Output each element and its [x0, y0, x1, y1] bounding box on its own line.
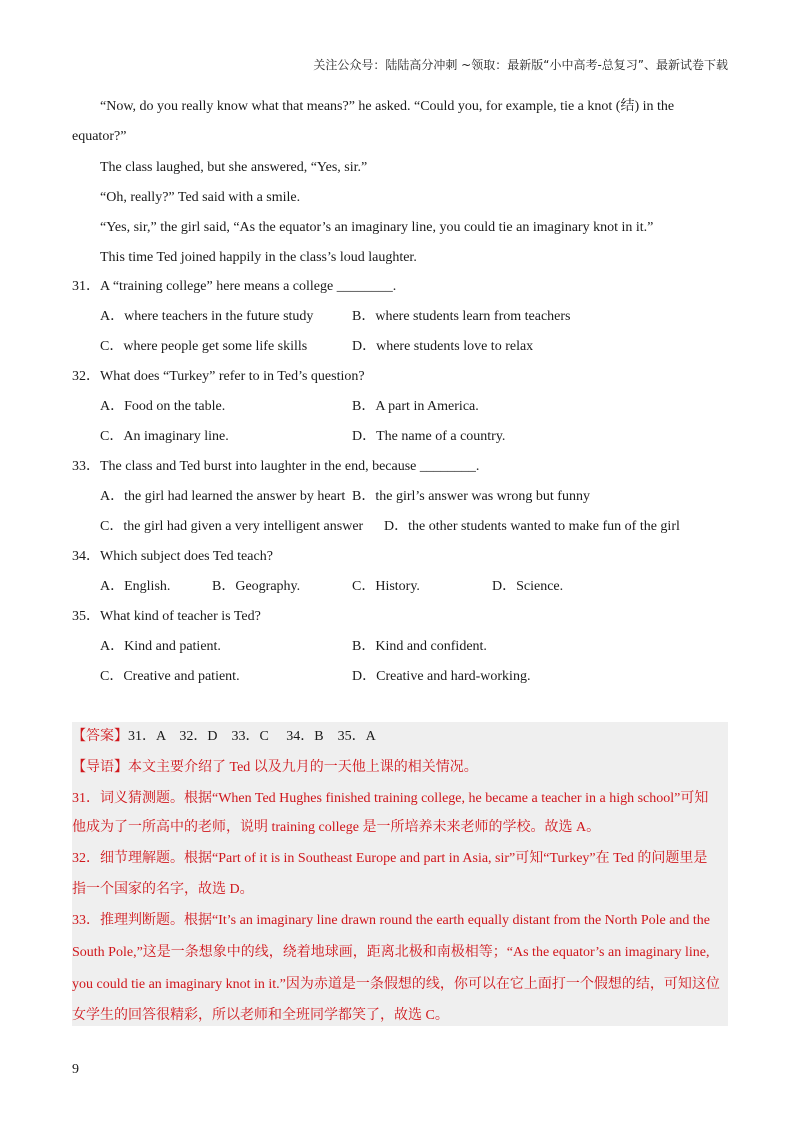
passage-paragraph-1: “Now, do you really know what that means?” he asked. “Could you, for example, tie a knot (结) in the equator?” — [72, 99, 675, 144]
page-header: 关注公众号：陆陆高分冲刺 ~领取：最新版“小中高考-总复习”、最新试卷下载 — [313, 58, 728, 72]
question-35-stem: 35．What kind of teacher is Ted? — [72, 609, 261, 624]
question-35-option-a: A．Kind and patient. — [100, 639, 221, 654]
question-35-option-c: C．Creative and patient. — [100, 669, 240, 684]
explanation-33-line-2: South Pole,”这是一条想象中的线，绕着地球画，距离北极和南极相等；“As the equator’s an imaginary line, — [72, 945, 710, 960]
question-31-option-b: B．where students learn from teachers — [352, 309, 571, 324]
question-32-stem: 32．What does “Turkey” refer to in Ted’s question? — [72, 369, 365, 384]
page-number: 9 — [72, 1062, 79, 1077]
question-33-option-d: D．the other students wanted to make fun of the girl — [384, 519, 680, 534]
passage-paragraph-4: “Yes, sir,” the girl said, “As the equator’s an imaginary line, you could tie an imaginary knot in it.” — [100, 220, 654, 235]
question-34-option-c: C．History. — [352, 579, 420, 594]
passage-paragraph-2: The class laughed, but she answered, “Yes, sir.” — [100, 160, 368, 175]
question-33-option-b: B．the girl’s answer was wrong but funny — [352, 489, 590, 504]
explanation-31-line-2: 他成为了一所高中的老师，说明 training college 是一所培养未来老师的学校。故选 A。 — [72, 820, 601, 835]
question-35-option-b: B．Kind and confident. — [352, 639, 487, 654]
question-34-stem: 34．Which subject does Ted teach? — [72, 549, 273, 564]
passage-paragraph-3: “Oh, really?” Ted said with a smile. — [100, 190, 301, 205]
guide-label: 【导语】 — [72, 760, 128, 775]
explanation-31-line-1: 31．词义猜测题。根据“When Ted Hughes finished training college, he became a teacher in a high school”可知 — [72, 791, 709, 806]
question-32-option-d: D．The name of a country. — [352, 429, 506, 444]
question-31-option-a: A．where teachers in the future study — [100, 309, 314, 324]
guide-text: 本文主要介绍了 Ted 以及九月的一天他上课的相关情况。 — [128, 760, 478, 775]
question-34-option-a: A．English. — [100, 579, 171, 594]
question-32-option-a: A．Food on the table. — [100, 399, 226, 414]
question-33-option-c: C．the girl had given a very intelligent answer — [100, 519, 364, 534]
passage-paragraph-5: This time Ted joined happily in the class’s loud laughter. — [100, 250, 417, 265]
question-34-option-d: D．Science. — [492, 579, 564, 594]
question-31-option-c: C．where people get some life skills — [100, 339, 308, 354]
question-32-option-b: B．A part in America. — [352, 399, 479, 414]
question-35-option-d: D．Creative and hard-working. — [352, 669, 531, 684]
explanation-33-line-4: 女学生的回答很精彩，所以老师和全班同学都笑了，故选 C。 — [72, 1008, 449, 1023]
question-34-option-b: B．Geography. — [212, 579, 301, 594]
question-33-option-a: A．the girl had learned the answer by heart — [100, 489, 346, 504]
question-32-option-c: C．An imaginary line. — [100, 429, 229, 444]
guide-line — [72, 758, 478, 778]
explanation-33-line-3: you could tie an imaginary knot in it.”因为赤道是一条假想的线，你可以在它上面打一个假想的结，可知这位 — [72, 977, 720, 992]
explanation-33-line-1: 33．推理判断题。根据“It’s an imaginary line drawn round the earth equally distant from the North Pole and the — [72, 913, 711, 928]
explanation-32-line-1: 32．细节理解题。根据“Part of it is in Southeast Europe and part in Asia, sir”可知“Turkey”在 Ted 的问题里是 — [72, 851, 708, 866]
question-31-stem: 31．A “training college” here means a college ________. — [72, 279, 397, 294]
answer-key-line — [72, 727, 376, 747]
answer-key-text: 31．A 32．D 33．C 34．B 35．A — [128, 729, 376, 744]
question-31-option-d: D．where students love to relax — [352, 339, 534, 354]
explanation-32-line-2: 指一个国家的名字，故选 D。 — [72, 882, 254, 897]
answer-key-label: 【答案】 — [72, 729, 128, 744]
question-33-stem: 33．The class and Ted burst into laughter in the end, because ________. — [72, 459, 480, 474]
